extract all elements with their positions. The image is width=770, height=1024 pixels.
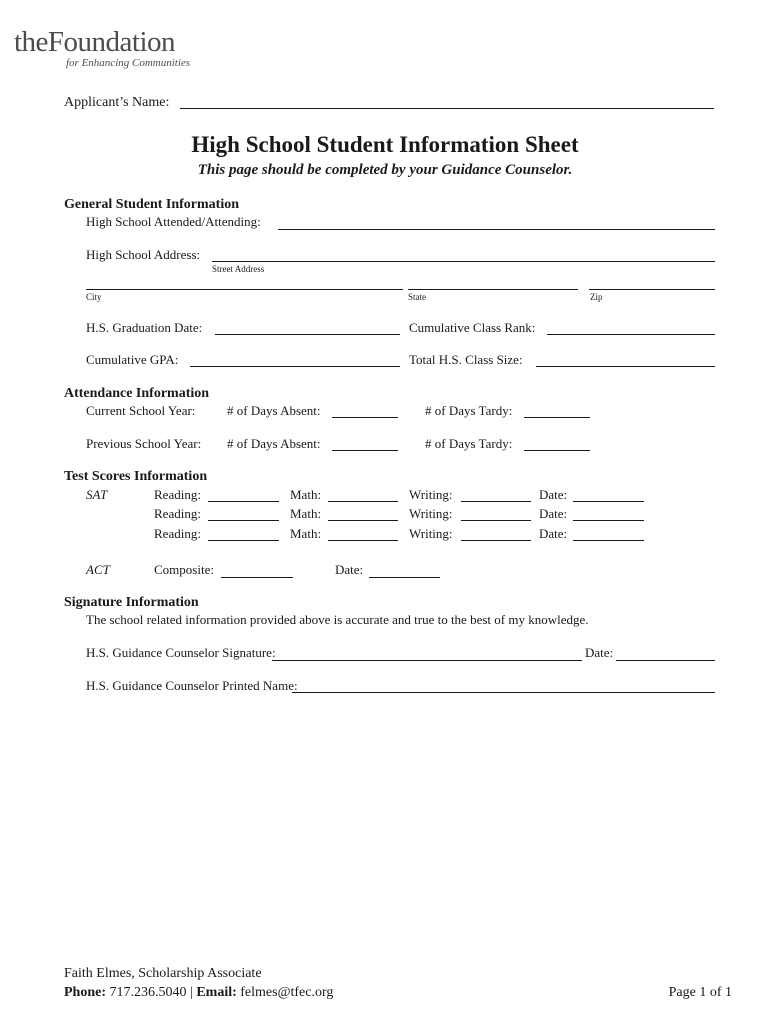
sat-reading-label: Reading: <box>154 506 201 521</box>
applicant-name-label: Applicant’s Name: <box>64 95 170 110</box>
signature-date-field[interactable] <box>616 660 715 661</box>
email-address[interactable]: felmes@tfec.org <box>240 985 334 1000</box>
street-address-caption: Street Address <box>212 264 265 274</box>
previous-tardy-label: # of Days Tardy: <box>425 436 513 451</box>
current-tardy-label: # of Days Tardy: <box>425 403 513 418</box>
zip-caption: Zip <box>590 292 603 302</box>
accuracy-statement: The school related information provided above is accurate and true to the best of my knowledge. <box>86 612 589 627</box>
sat-math-label: Math: <box>290 526 322 541</box>
act-date-field[interactable] <box>369 577 440 578</box>
sat-math-label: Math: <box>290 506 322 521</box>
previous-absent-field[interactable] <box>332 450 398 451</box>
sat-writing-label: Writing: <box>409 506 453 521</box>
current-tardy-field[interactable] <box>524 417 590 418</box>
signature-date-label: Date: <box>585 645 614 660</box>
sat-label: SAT <box>86 487 108 502</box>
counselor-signature-label: H.S. Guidance Counselor Signature: <box>86 645 276 660</box>
graduation-date-field[interactable] <box>215 334 400 335</box>
city-caption: City <box>86 292 102 302</box>
class-rank-field[interactable] <box>547 334 715 335</box>
class-size-label: Total H.S. Class Size: <box>409 352 523 367</box>
sat-writing-label: Writing: <box>409 526 453 541</box>
counselor-signature-field[interactable] <box>272 660 582 661</box>
counselor-printed-name-field[interactable] <box>292 692 715 693</box>
school-address-label: High School Address: <box>86 247 201 262</box>
sat-date-label: Date: <box>539 526 568 541</box>
sat-writing-field[interactable] <box>461 501 531 502</box>
tests-section-heading: Test Scores Information <box>64 469 208 484</box>
email-label: Email: <box>196 985 237 1000</box>
logo-wordmark: theFoundation <box>14 26 176 58</box>
class-size-field[interactable] <box>536 366 715 367</box>
phone-number: 717.236.5040 <box>109 985 187 1000</box>
previous-year-label: Previous School Year: <box>86 436 202 451</box>
current-absent-field[interactable] <box>332 417 398 418</box>
logo-tagline: for Enhancing Communities <box>66 57 191 69</box>
zip-field[interactable] <box>589 289 715 290</box>
sat-reading-field[interactable] <box>208 501 279 502</box>
current-absent-label: # of Days Absent: <box>227 403 321 418</box>
sat-date-field[interactable] <box>573 540 644 541</box>
sat-writing-field[interactable] <box>461 540 531 541</box>
state-field[interactable] <box>408 289 578 290</box>
counselor-printed-name-label: H.S. Guidance Counselor Printed Name: <box>86 678 298 693</box>
sat-math-field[interactable] <box>328 540 398 541</box>
school-attended-label: High School Attended/Attending: <box>86 214 261 229</box>
applicant-name-field[interactable] <box>180 108 714 109</box>
signature-section-heading: Signature Information <box>64 595 199 610</box>
state-caption: State <box>408 292 426 302</box>
general-section-heading: General Student Information <box>64 197 239 212</box>
previous-tardy-field[interactable] <box>524 450 590 451</box>
act-composite-label: Composite: <box>154 562 214 577</box>
page-number: Page 1 of 1 <box>668 985 732 1000</box>
sat-reading-field[interactable] <box>208 540 279 541</box>
sat-math-field[interactable] <box>328 501 398 502</box>
sat-date-label: Date: <box>539 506 568 521</box>
sat-writing-label: Writing: <box>409 487 453 502</box>
previous-absent-label: # of Days Absent: <box>227 436 321 451</box>
attendance-section-heading: Attendance Information <box>64 386 210 401</box>
city-field[interactable] <box>86 289 403 290</box>
sat-writing-field[interactable] <box>461 520 531 521</box>
footer-contact-line <box>64 984 333 1001</box>
graduation-date-label: H.S. Graduation Date: <box>86 320 203 335</box>
street-address-field[interactable] <box>212 261 715 262</box>
act-composite-field[interactable] <box>221 577 293 578</box>
act-label: ACT <box>86 562 110 577</box>
current-year-label: Current School Year: <box>86 403 196 418</box>
sat-date-field[interactable] <box>573 501 644 502</box>
sat-math-field[interactable] <box>328 520 398 521</box>
footer-separator: | <box>190 985 193 1000</box>
sat-reading-label: Reading: <box>154 487 201 502</box>
gpa-field[interactable] <box>190 366 400 367</box>
sat-reading-label: Reading: <box>154 526 201 541</box>
phone-label: Phone: <box>64 985 106 1000</box>
act-date-label: Date: <box>335 562 364 577</box>
school-attended-field[interactable] <box>278 229 715 230</box>
page-title: High School Student Information Sheet <box>191 132 579 157</box>
class-rank-label: Cumulative Class Rank: <box>409 320 536 335</box>
sat-math-label: Math: <box>290 487 322 502</box>
footer-contact-name: Faith Elmes, Scholarship Associate <box>64 966 262 981</box>
sat-date-field[interactable] <box>573 520 644 521</box>
gpa-label: Cumulative GPA: <box>86 352 179 367</box>
sat-reading-field[interactable] <box>208 520 279 521</box>
page-subtitle: This page should be completed by your Guidance Counselor. <box>197 162 573 178</box>
sat-date-label: Date: <box>539 487 568 502</box>
